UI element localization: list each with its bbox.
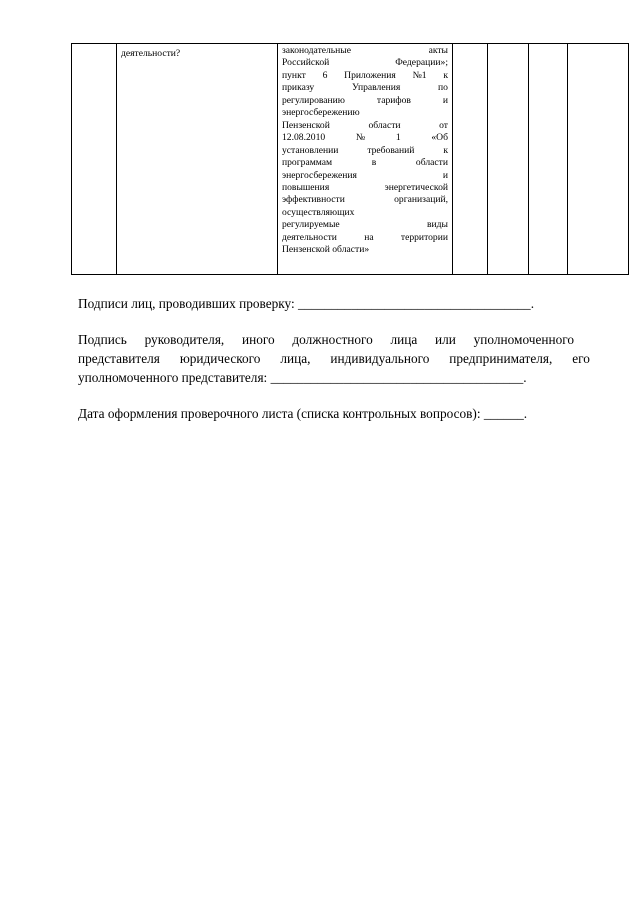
head-signature-line-3: уполномоченного представителя: ______________________________________. <box>78 370 527 385</box>
legal-basis-line: энергосбережения и <box>282 169 448 181</box>
checklist-table-container <box>71 43 605 275</box>
answer-yes-cell <box>453 44 488 275</box>
legal-basis-line: приказу Управления по <box>282 82 448 94</box>
legal-basis-line: повышения энергетической <box>282 181 448 193</box>
legal-basis-line: регулированию тарифов и <box>282 94 448 106</box>
legal-basis-line: пункт 6 Приложения №1 к <box>282 69 448 81</box>
legal-basis-line: энергосбережению <box>282 107 360 119</box>
row-number-cell <box>72 44 117 275</box>
legal-basis-line: программам в области <box>282 157 448 169</box>
note-cell <box>568 44 629 275</box>
legal-basis-line: 12.08.2010 № 1 «Об <box>282 132 448 144</box>
legal-basis-line: установлении требований к <box>282 144 448 156</box>
question-cell: деятельности? <box>117 44 278 275</box>
legal-basis-line: Российской Федерации»; <box>282 57 448 69</box>
legal-basis-line: Пензенской области» <box>282 244 370 256</box>
table-row <box>72 44 629 275</box>
legal-basis-line: регулируемые виды <box>282 219 448 231</box>
legal-basis-cell <box>278 44 453 275</box>
legal-basis-line: деятельности на территории <box>282 231 448 243</box>
legal-basis-text <box>282 45 448 257</box>
legal-basis-line: осуществляющих <box>282 206 355 218</box>
head-signature-line-2: представителя юридического лица, индивидуального предпринимателя, его <box>78 351 590 366</box>
checklist-table <box>71 43 629 275</box>
answer-not-applicable-cell <box>529 44 568 275</box>
head-signature-line-1: Подпись руководителя, иного должностного лица или уполномоченного <box>78 332 574 347</box>
answer-no-cell <box>488 44 529 275</box>
legal-basis-line: Пензенской области от <box>282 119 448 131</box>
inspectors-signature-line: Подписи лиц, проводивших проверку: ___________________________________. <box>78 296 535 311</box>
form-date-line: Дата оформления проверочного листа (списка контрольных вопросов): ______. <box>78 406 528 421</box>
legal-basis-line: эффективности организаций, <box>282 194 448 206</box>
legal-basis-line: законодательные акты <box>282 45 448 56</box>
